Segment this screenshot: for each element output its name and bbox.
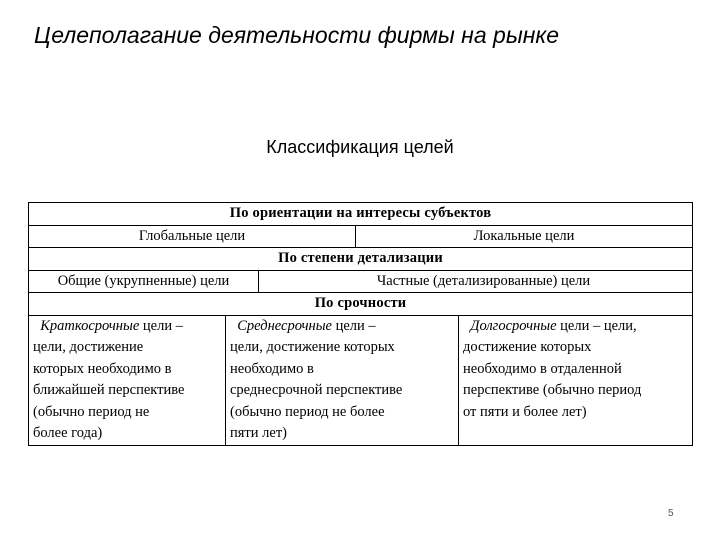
- cell-local-goals: Локальные цели: [356, 225, 693, 248]
- short-term-label: Краткосрочные: [40, 317, 140, 334]
- table-row: [29, 225, 693, 248]
- medium-term-label: Среднесрочные: [237, 317, 332, 334]
- classification-table: [28, 202, 693, 446]
- cell-medium-term: Среднесрочные цели – цели, достижение которых необходимо в среднесрочной перспективе (обычно период не более пяти лет): [226, 315, 459, 445]
- table-row: [29, 293, 693, 316]
- cell-global-goals: Глобальные цели: [29, 225, 356, 248]
- section-header-detail: По степени детализации: [29, 248, 693, 271]
- cell-short-term: Краткосрочные цели – цели, достижение которых необходимо в ближайшей перспективе (обычно период не более года): [29, 315, 226, 445]
- section-header-term: По срочности: [29, 293, 693, 316]
- cell-specific-goals: Частные (детализированные) цели: [259, 270, 693, 293]
- long-term-first-line: Долгосрочные цели – цели,: [470, 317, 637, 334]
- table-row: [29, 270, 693, 293]
- page-number: 5: [668, 508, 674, 519]
- medium-term-first-line: Среднесрочные цели –: [237, 317, 376, 334]
- table-row: [29, 203, 693, 226]
- table-row: [29, 315, 693, 445]
- slide-title: Целеполагание деятельности фирмы на рынке: [34, 22, 560, 48]
- cell-general-goals: Общие (укрупненные) цели: [29, 270, 259, 293]
- section-header-orientation: По ориентации на интересы субъектов: [29, 203, 693, 226]
- cell-long-term: Долгосрочные цели – цели, достижение которых необходимо в отдаленной перспективе (обычно период от пяти и более лет): [459, 315, 693, 445]
- table-row: [29, 248, 693, 271]
- long-term-label: Долгосрочные: [470, 317, 557, 334]
- table-caption: Классификация целей: [266, 137, 454, 157]
- short-term-first-line: Краткосрочные цели –: [40, 317, 183, 334]
